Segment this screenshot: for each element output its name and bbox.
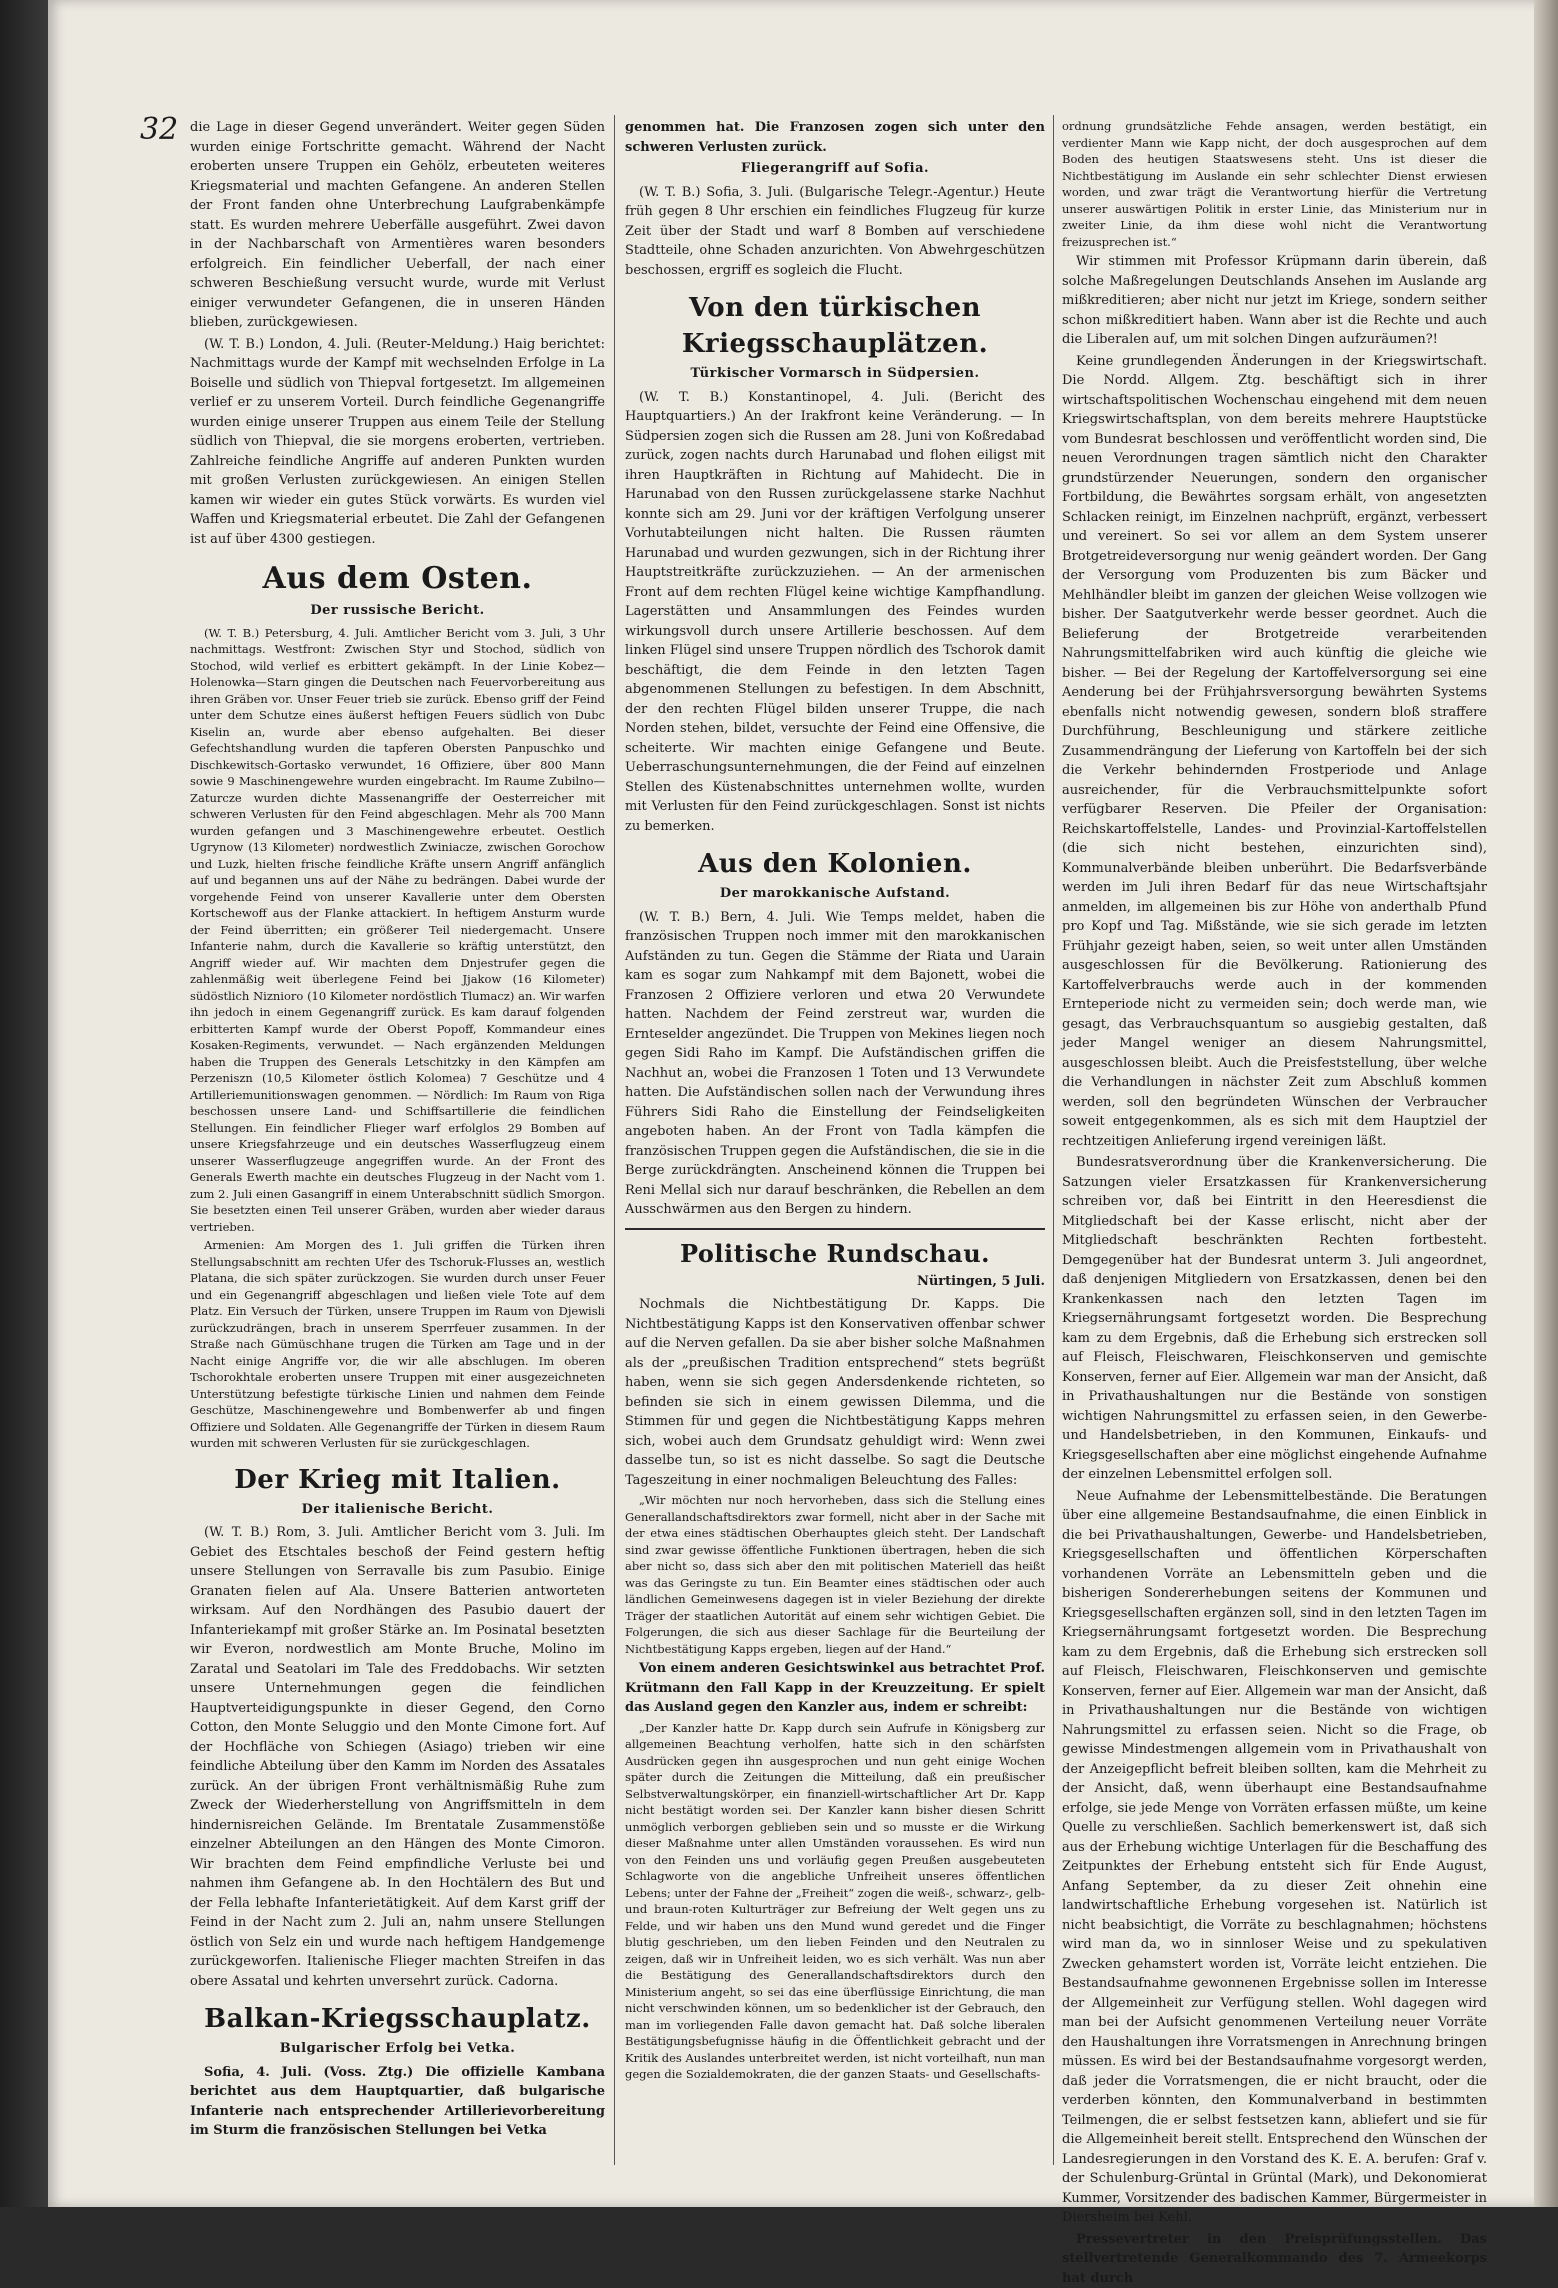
- article-paragraph: Nochmals die Nichtbestätigung Dr. Kapps. Die Nichtbestätigung Kapps ist den Konservativen offenbar schwer auf die Nerven gefallen. Da sie aber bisher solche Maßnahmen als der „preußischen Tradition entsprechend“ stets begrüßt haben, wenn sie sich gegen Andersdenkende richteten, so befinden sie sich in einem gewissen Dilemma, und die Stimmen für und gegen die Nichtbestätigung Kapps mehren sich, wobei auch dem Grundsatz gehuldigt wird: Wenn zwei dasselbe tun, so ist es nicht dasselbe. So sagt die Deutsche Tageszeitung in einer nochmaligen Beleuchtung des Falles:: [625, 1295, 1045, 1490]
- article-paragraph: genommen hat. Die Franzosen zogen sich unter den schweren Verlusten zurück.: [625, 118, 1045, 157]
- article-paragraph: (W. T. B.) Rom, 3. Juli. Amtlicher Bericht vom 3. Juli. Im Gebiet des Etschtales beschoß der Feind gestern heftig unsere Stellungen von Serravalle bis zum Pasubio. Einige Granaten fielen auf Ala. Unsere Batterien antworteten wirksam. Auf den Nordhängen des Pasubio dauert der Infanteriekampf mit großer Stärke an. Im Posinatal besetzten wir Everon, nordwestlich am Monte Bruche, Molino im Zaratal und Seatolari im Tale des Freddobachs. Wir setzten unsere Unternehmungen gegen die feindlichen Hauptverteidigungspunkte in dieser Gegend, den Corno Cotton, den Monte Seluggio und den Monte Cimone fort. Auf der Hochfläche von Schiegen (Asiago) trieben wir eine feindliche Abteilung über den Kamm im Norden des Assatales zurück. An der übrigen Front verhältnismäßig Ruhe zum Zweck der Wiederherstellung von Angriffsmitteln in dem hindernisreichen Gelände. Im Brentatale Zusammenstöße einzelner Abteilungen an den Hängen des Monte Cimoron. Wir brachten dem Feind empfindliche Verluste bei und nahmen ihm Gefangene ab. In den Hochtälern des But und der Fella lebhafte Infanterietätigkeit. Auf dem Karst griff der Feind in der Nacht zum 2. Juli an, nahm unsere Stellungen östlich von Selz ein und wurde nach heftigem Handgemenge zurückgeworfen. Italienische Flieger machten Streifen in das obere Assatal und kehrten unversehrt zurück. Cadorna.: [190, 1523, 605, 1991]
- section-heading: Politische Rundschau.: [625, 1238, 1045, 1270]
- article-paragraph: (W. T. B.) Petersburg, 4. Juli. Amtlicher Bericht vom 3. Juli, 3 Uhr nachmittags. Westfront: Zwischen Styr und Stochod, südlich von Stochod, wild verlief es erbittert gekämpft. In der Linie Kobez—Holenowka—Starn gingen die Deutschen nach Feuervorbereitung aus ihren Gräben vor. Unser Feuer trieb sie zurück. Ebenso griff der Feind unter dem Schutze eines äußerst heftigen Feuers südlich von Dubc Kiselin an, wurde aber ebenso aufgehalten. Bei dieser Gefechtshandlung wurden die tapferen Obersten Panpuschko und Dischkewitsch-Gortasko verwundet, 16 Offiziere, über 800 Mann sowie 9 Maschinengewehre wurden eingebracht. Im Raume Zubilno—Zaturcze wurden dichte Massenangriffe der Oesterreicher mit schweren Verlusten für den Feind abgeschlagen. Mehr als 700 Mann wurden gefangen und 3 Maschinengewehre erbeutet. Oestlich Ugrynow (13 Kilometer) nordwestlich Zwiniacze, zwischen Gorochow und Luzk, hielten frische feindliche Kräfte unsern Angriff anfänglich auf und begannen uns auf der Nähe zu bedrängen. Dabei wurde der vorgehende Feind von unserer Kavallerie unter dem Obersten Kortschewoff aus der Flanke attackiert. In heftigem Ansturm wurde der Feind überritten; ein größerer Teil niedergemacht. Unsere Infanterie nahm, durch die Kavallerie so kräftig unterstützt, den Angriff wieder auf. Wir machten dem Dnjestrufer gegen die zahlenmäßig weit überlegene Feind bei Jjakow (16 Kilometer) südöstlich Niznioro (10 Kilometer nordöstlich Tlumacz) an. Wir warfen ihn jedoch in einem Gegenangriff zurück. Es kam darauf folgenden erbitterten Kampf wurde der Oberst Popoff, Kommandeur eines Kosaken-Regiments, verwundet. — Nach ergänzenden Meldungen haben die Truppen des Generals Letschitzky in den Kämpfen am Perzeniszn (10,5 Kilometer östlich Kolomea) 7 Geschütze und 4 Artilleriemunitionswagen genommen. — Nördlich: Im Raum von Riga beschossen unsere Land- und Schiffsartillerie die feindlichen Stellungen. Ein feindlicher Flieger warf erfolglos 29 Bomben auf unsere Kriegsfahrzeuge und ein deutsches Wasserflugzeug einem unserer Wasserflugzeuge angegriffen wurde. An der Front des Generals Ewerth machte ein deutsches Flugzeug in der Nacht vom 1. zum 2. Juli einen Gasangriff in einem Unterabschnitt südlich Smorgon. Sie besetzten einen Teil unserer Gräben, wurden aber wieder daraus vertrieben.: [190, 625, 605, 1236]
- section-heading: Der Krieg mit Italien.: [190, 1462, 605, 1498]
- scan-left-margin: [0, 0, 48, 2207]
- quoted-paragraph: ordnung grundsätzliche Fehde ansagen, werden bestätigt, ein verdienter Mann wie Kapp nicht, der doch ausgesprochen auf dem Boden des heutigen Staatswesens steht. Uns ist dieser die Nichtbestätigung im Auslande ein sehr schlechter Dienst erwiesen worden, und zwar trägt die Verantwortung hierfür die Vertretung unserer auswärtigen Politik in erster Linie, das Ministerium nur in zweiter Linie, da ihm diese wohl nicht die Verantwortung freizusprechen ist.“: [1062, 118, 1487, 250]
- article-paragraph: Keine grundlegenden Änderungen in der Kriegswirtschaft. Die Nordd. Allgem. Ztg. beschäftigt sich in ihrer wirtschaftspolitischen Wochenschau eingehend mit dem neuen Kriegswirtschaftsplan, von dem bereits mehrere Hauptstücke vom Bundesrat beschlossen und veröffentlicht worden sind, Die neuen Verordnungen tragen sämtlich nicht den Charakter grundstürzender Neuerungen, sondern den organischer Fortbildung, die Bewährtes sorgsam erhält, von angesetzten Schlacken reinigt, im Einzelnen nachprüft, ergänzt, verbessert und vereinert. So sei vor allem an dem System unserer Brotgetreideversorgung nur wenig geändert worden. Der Gang der Versorgung vom Produzenten bis zum Bäcker und Mehlhändler bleibt im ganzen der gleichen Weise vollzogen wie bisher. Der Saatgutverkehr werde besser geordnet. Auch die Belieferung der Brotgetreide verarbeitenden Nahrungsmittelfabriken wird auch künftig die gleiche wie bisher. — Bei der Regelung der Kartoffelversorgung sei eine Aenderung bei der Frühjahrsversorgung bewährten Systems ebenfalls nicht notwendig gewesen, sondern bloß straffere Durchführung, Beschleunigung und stärkere zeitliche Zusammendrängung der Lieferung von Kartoffeln bei der sich die Verkehr behindernden Frostperiode und Anlage ausreichender, für die Verbrauchsmittelpunkte sofort verfügbarer Reserven. Die Pfeiler der Organisation: Reichskartoffelstelle, Landes- und Provinzial-Kartoffelstellen (die sich nicht bestehen, einzurichten sind), Kommunalverbände bleiben unberührt. Die Bedarfsverbände werden im Juli ihren Bedarf für das neue Wirtschaftsjahr anmelden, im allgemeinen bis zur Höhe von anderthalb Pfund pro Kopf und Tag. Mißstände, wie sie sich gerade im letzten Frühjahr gezeigt haben, seien, so weit unter allen Umständen ausgeschlossen für die Bevölkerung. Rationierung des Kartoffelverbrauchs werde auch in der kommenden Ernteperiode nicht zu vermeiden sein; doch werde man, wie gesagt, das Verbrauchsquantum so ausgiebig gestalten, daß jeder Mangel weniger an diesem Nahrungsmittel, ausgeschlossen bleibt. Auch die Preisfeststellung, über welche die Verhandlungen in nächster Zeit zum Abschluß kommen werden, soll den begründeten Wünschen der Verbraucher soweit entgegenkommen, als es sich mit dem Hauptziel der rechtzeitigen Anlieferung irgend vereinigen läßt.: [1062, 352, 1487, 1152]
- quoted-paragraph: „Wir möchten nur noch hervorheben, dass sich die Stellung eines Generallandschaftsdirektors zwar formell, nicht aber in der Sache mit der etwa eines städtischen Oberhauptes gleich steht. Der Landschaft sind zwar gewisse öffentliche Funktionen übertragen, heben die sich aber nicht so, dass sich aber den mit politischen Materiell das heißt was das Geringste zu tun. Ein Beamter eines städtischen oder auch ländlichen Gemeinwesens dagegen ist in vieler Beziehung der direkte Träger der staatlichen Autorität auf einem sehr wichtigen Gebiet. Die Folgerungen, die sich aus dieser Sachlage für die Beurteilung der Nichtbestätigung Kapps ergeben, liegen auf der Hand.“: [625, 1492, 1045, 1657]
- dateline: Nürtingen, 5 Juli.: [625, 1272, 1045, 1292]
- column-3: [1062, 118, 1487, 2178]
- article-paragraph: Sofia, 4. Juli. (Voss. Ztg.) Die offizielle Kambana berichtet aus dem Hauptquartier, daß bulgarische Infanterie nach entsprechender Artillerievorbereitung im Sturm die französischen Stellungen bei Vetka: [190, 2063, 605, 2141]
- column-rule: [614, 115, 615, 2165]
- section-heading: Balkan-Kriegsschauplatz.: [190, 2001, 605, 2037]
- quoted-paragraph: „Der Kanzler hatte Dr. Kapp durch sein Aufrufe in Königsberg zur allgemeinen Beachtung verholfen, hatte sich in den schärfsten Ausdrücken gegen ihn ausgesprochen und nun geht einige Wochen später durch die Zeitungen die Mitteilung, daß ein preußischer Selbstverwaltungskörper, ein finanziell-wirtschaftlicher Art Dr. Kapp nicht bestätigt worden sei. Der Kanzler kann bisher diesen Schritt unmöglich verborgen geblieben sein und so musste er die Wirkung dieser Maßnahme unter allen Umständen voraussehen. Es wird nun von den Feinden uns und vorläufig gegen Preußen ausgebeuteten Schlagworte von die angebliche Unfreiheit unseres öffentlichen Lebens; unter der Fahne der „Freiheit“ zogen die weiß-, schwarz-, gelb- und braun-roten Kulturträger zur Befreiung der Welt gegen uns zu Felde, und wir haben uns den Mund wund geredet und die Finger blutig geschrieben, um den lieben Feinden und den Neutralen zu zeigen, daß wir in Unfreiheit leiden, wo es sich verhält. Was nun aber die Bestätigung des Generallandschaftsdirektors durch den Ministerium angeht, so sei das eine überflüssige Einrichtung, die man nicht verschwinden können, um so bedenklicher ist der Gebrauch, den man im vorliegenden Falle davon gemacht hat. Daß solche liberalen Bestätigungsbefugnisse häufig in die Öffentlichkeit gebracht und der Kritik des Auslandes unterbreitet werden, ist nicht vorteilhaft, nun man gegen die Sozialdemokraten, die der ganzen Staats- und Gesellschafts-: [625, 1720, 1045, 2083]
- article-paragraph: (W. T. B.) London, 4. Juli. (Reuter-Meldung.) Haig berichtet: Nachmittags wurde der Kampf mit wechselnden Erfolge in La Boiselle und südlich von Thiepval fortgesetzt. Im allgemeinen verlief er zu unserem Vorteil. Durch feindliche Gegenangriffe wurden einige unserer Truppen aus einem Teile der Stellung südlich von Thiepval, die sie morgens eroberten, vertrieben. Zahlreiche feindliche Angriffe auf anderen Punkten wurden mit großen Verlusten zurückgewiesen. An einigen Stellen kamen wir wieder ein gutes Stück vorwärts. Es wurden viel Waffen und Kriegsmaterial erbeutet. Die Zahl der Gefangenen ist auf über 4300 gestiegen.: [190, 335, 605, 550]
- section-subheading: Der italienische Bericht.: [190, 1500, 605, 1520]
- section-heading: Aus den Kolonien.: [625, 846, 1045, 882]
- article-paragraph: (W. T. B.) Konstantinopel, 4. Juli. (Bericht des Hauptquartiers.) An der Irakfront keine Veränderung. — In Südpersien zogen sich die Russen am 28. Juni von Koßredabad zurück, zogen nachts durch Harunabad und flohen eiligst mit ihren Hauptkräften in Richtung auf Mahidecht. Die in Harunabad von den Russen zurückgelassene starke Nachhut konnte sich am 29. Juni vor der kräftigen Verfolgung unserer Vorhutabteilungen nicht halten. Die Russen räumten Harunabad und wurden gezwungen, sich in der Richtung ihrer Hauptstreitkräfte zurückzuziehen. — An der armenischen Front auf dem rechten Flügel keine wichtige Kampfhandlung. Lagerstätten und Ansammlungen des Feindes wurden wirkungsvoll durch unsere Artillerie beschossen. Auf dem linken Flügel sind unsere Truppen nördlich des Tschorok damit beschäftigt, die dem Feinde in den letzten Tagen abgenommenen Stellungen zu befestigen. In dem Abschnitt, der den rechten Flügel bilden unserer Truppe, die nach Norden stehen, bildet, versuchte der Feind eine Offensive, die scheiterte. Wir machten einige Gefangene und Beute. Ueberraschungsunternehmungen, die der Feind auf einzelnen Stellen des Küstenabschnittes unternehmen wollte, wurden mit Verlusten für den Feind zurückgeschlagen. Sonst ist nichts zu bemerken.: [625, 388, 1045, 837]
- article-paragraph: Wir stimmen mit Professor Krüpmann darin überein, daß solche Maßregelungen Deutschlands Ansehen im Auslande arg mißkreditieren; aber nicht nur jetzt im Kriege, sondern seither schon mißkreditiert haben. Wann aber ist die Rechte und auch die Liberalen auf, um mit solchen Dingen aufzuräumen?!: [1062, 252, 1487, 350]
- article-paragraph: (W. T. B.) Sofia, 3. Juli. (Bulgarische Telegr.-Agentur.) Heute früh gegen 8 Uhr erschien ein feindliches Flugzeug für kurze Zeit über der Stadt und warf 8 Bomben auf verschiedene Stadtteile, ohne Schaden anzurichten. Von Abwehrgeschützen beschossen, ergriff es sogleich die Flucht.: [625, 183, 1045, 281]
- article-paragraph: Bundesratsverordnung über die Krankenversicherung. Die Satzungen vieler Ersatzkassen für Krankenversicherung schreiben vor, daß bei Eintritt in den Heeresdienst die Mitgliedschaft bei der Kasse erlischt, nicht aber der Mitgliedschaft beschränkten Rechten fortbesteht. Demgegenüber hat der Bundesrat unterm 3. Juli angeordnet, daß denjenigen Mitgliedern von Ersatzkassen, denen bei den Krankenkassen nach den letzten Tagen im Kriegsernährungsamt fortgesetzt worden. Die Besprechung kam zu dem Ergebnis, daß die Erhebung sich erstrecken soll auf Fleisch, Fleischwaren, Fleischkonserven und gemischte Konserven, ferner auf Eier. Allgemein war man der Ansicht, daß in Privathaushaltungen nur die Bestände von sonstigen wichtigen Nahrungsmittel zu erfassen seien, in den Gewerbe- und Handelsbetrieben, in den Kommunen, Einkaufs- und Kriegsgesellschaften aber eine möglichst eingehende Aufnahme der einzelnen Lebensmittel erfolgen soll.: [1062, 1153, 1487, 1485]
- column-1: [190, 118, 605, 2178]
- page-number: 32: [140, 112, 178, 147]
- article-paragraph: Pressevertreter in den Preisprüfungsstellen. Das stellvertretende Generalkommando des 7. Armeekorps hat durch: [1062, 2230, 1487, 2288]
- article-paragraph: (W. T. B.) Bern, 4. Juli. Wie Temps meldet, haben die französischen Truppen noch immer mit den marokkanischen Aufständen zu tun. Gegen die Stämme der Riata und Uarain kam es sogar zum Nahkampf mit dem Bajonett, wobei die Franzosen 2 Offiziere verloren und etwa 20 Verwundete hatten. Nachdem der Feind zerstreut war, wurden die Ernteselder angezündet. Die Truppen von Mekines liegen noch gegen Sidi Raho im Kampf. Die Aufständischen griffen die Nachhut an, wobei die Franzosen 1 Toten und 13 Verwundete hatten. Die Aufständischen sollen nach der Verwundung ihres Führers Sidi Raho die Einstellung der Feindseligkeiten angeboten haben. An der Front von Tadla kämpfen die französischen Truppen gegen die Aufständischen, die sie in die Berge zurückdrängten. Anscheinend können die Truppen bei Reni Mellal sich nur darauf beschränken, die Rebellen an dem Ausschwärmen aus den Bergen zu hindern.: [625, 908, 1045, 1220]
- section-heading: Aus dem Osten.: [190, 559, 605, 599]
- section-divider: [625, 1228, 1045, 1230]
- article-paragraph: Von einem anderen Gesichtswinkel aus betrachtet Prof. Krütmann den Fall Kapp in der Kreuzzeitung. Er spielt das Ausland gegen den Kanzler aus, indem er schreibt:: [625, 1659, 1045, 1718]
- section-subheading: Fliegerangriff auf Sofia.: [625, 159, 1045, 179]
- article-paragraph: Armenien: Am Morgen des 1. Juli griffen die Türken ihren Stellungsabschnitt am rechten Ufer des Tschoruk-Flusses an, westlich Platana, die sich später zurückzogen. Sie wurden durch unser Feuer und ein Gegenangriff abgeschlagen und ließen viele Tote auf dem Platz. Ein Versuch der Türken, unsere Truppen im Raum von Djewisli zurückzudrängen, brach in unserem Sperrfeuer zusammen. In der Straße nach Gümüschhane trugen die Türken am Tage und in der Nacht einige Angriffe vor, die wir alle abschlugen. Im oberen Tschorokhtale eroberten unsere Truppen mit einer ausgezeichneten Unterstützung befestigte türkische Linien und nahmen dem Feinde Geschütze, Maschinengewehre und Bombenwerfer ab und fingen Offiziere und Soldaten. Alle Gegenangriffe der Türken in diesem Raum wurden mit schweren Verlusten für sie zurückgeschlagen.: [190, 1237, 605, 1452]
- page-right-edge: [1534, 0, 1558, 2207]
- article-paragraph: Neue Aufnahme der Lebensmittelbestände. Die Beratungen über eine allgemeine Bestandsaufnahme, die einen Einblick in die bei Privathaushaltungen, Gewerbe- und Handelsbetrieben, Kriegsgesellschaften und öffentlichen Körperschaften vorhandenen Vorräte an Lebensmitteln geben und die bisherigen Sondererhebungen seitens der Kommunen und Kriegsgesellschaften ergänzen soll, sind in den letzten Tagen im Kriegsernährungsamt fortgesetzt worden. Die Besprechung kam zu dem Ergebnis, daß die Erhebung sich erstrecken soll auf Fleisch, Fleischwaren, Fleischkonserven und gemischte Konserven, ferner auf Eier. Allgemein war man der Ansicht, daß in Privathaushaltungen nur die Bestände von wichtigen Nahrungsmittel zu erfassen seien. Nicht so die Frage, ob gewisse Mindestmengen allgemein vom in Privathaushalt von der Anzeigepflicht befreit bleiben sollten, kam die Mehrheit zu der Ansicht, daß, wenn überhaupt eine Bestandsaufnahme erfolge, sie jede Menge von Vorräten erfassen müßte, um keine Quelle zu verschließen. Sachlich bemerkenswert ist, daß sich aus der Erhebung wichtige Unterlagen für die Beschaffung des Zeitpunktes der Erhebung entsteht sich für Ende August, Anfang September, da zu dieser Zeit ohnehin eine landwirtschaftliche Erhebung vorgesehen ist. Natürlich ist nicht beabsichtigt, die Vorräte zu beschlagnahmen; höchstens wird man da, wo in sinnloser Weise und zu spekulativen Zwecken gehamstert worden ist, Vorräte leicht entziehen. Die Bestandsaufnahme gewonnenen Ergebnisse sollen im Interesse der Allgemeinheit zur Verfügung stellen. Wohl dagegen wird man bei der Aufsicht genommenen Verteilung neuer Vorräte den Haushaltungen ihre Vorratsmengen in Anrechnung bringen müssen. Es wird bei der Bestandsaufnahme vorgesorgt werden, daß jeder die Vorratsmengen, die er nicht braucht, oder die verderben könnten, den Kommunalverband in bestimmten Teilmengen, die er selbst festsetzen kann, abliefert und sie für die Allgemeinheit bereit stellt. Entsprechend den Wünschen der Landesregierungen in den Vorstand des K. E. A. berufen: Graf v. der Schulenburg-Grüntal in Grüntal (Mark), und Dekonomierat Kummer, Vorsitzender des badischen Kammer, Bürgermeister in Diersheim bei Kehl.: [1062, 1487, 1487, 2228]
- section-subheading: Bulgarischer Erfolg bei Vetka.: [190, 2039, 605, 2059]
- section-subheading: Der marokkanische Aufstand.: [625, 884, 1045, 904]
- column-rule: [1053, 115, 1054, 2165]
- article-paragraph: die Lage in dieser Gegend unverändert. Weiter gegen Süden wurden einige Fortschritte gemacht. Während der Nacht eroberten unsere Truppen ein Gehölz, erbeuteten weiteres Kriegsmaterial und machten Gefangene. An anderen Stellen der Front fanden ohne Unterbrechung Laufgrabenkämpfe statt. Es wurden mehrere Ueberfälle ausgeführt. Zwei davon in der Nachbarschaft von Armentières waren besonders erfolgreich. Ein feindlicher Ueberfall, der nach einer schweren Beschießung versucht wurde, wurde mit Verlust einiger verwundeter Gefangenen, die in unseren Händen blieben, zurückgewiesen.: [190, 118, 605, 333]
- section-subheading: Der russische Bericht.: [190, 601, 605, 621]
- column-2: [625, 118, 1045, 2178]
- section-heading: Von den türkischen Kriegsschauplätzen.: [625, 290, 1045, 362]
- section-subheading: Türkischer Vormarsch in Südpersien.: [625, 364, 1045, 384]
